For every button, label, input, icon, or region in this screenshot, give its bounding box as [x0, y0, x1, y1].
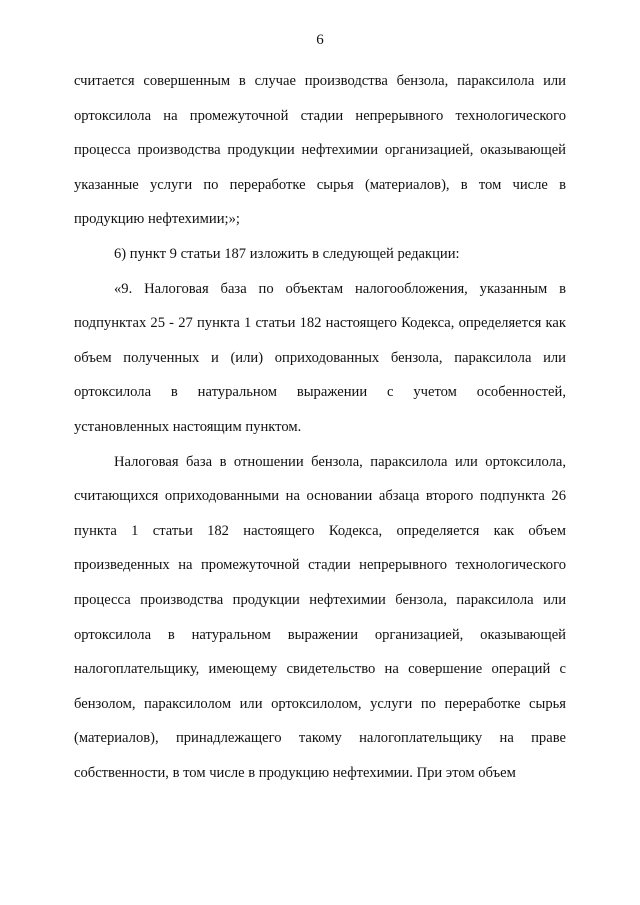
page-number: 6 — [316, 32, 324, 48]
paragraph-tax-base: Налоговая база в отношении бензола, параксилола или ортоксилола, считающихся оприходованными на основании абзаца второго подпункта 26 пункта 1 статьи 182 настоящего Кодекса, определяется как объем произведенных на промежуточной стадии непрерывного технологического процесса производства продукции нефтехимии бензола, параксилола или ортоксилола в натуральном выражении организацией, оказывающей налогоплательщику, имеющему свидетельство на совершение операций с бензолом, параксилолом или ортоксилолом, услуги по переработке сырья (материалов), принадлежащего такому налогоплательщику на праве собственности, в том числе в продукцию нефтехимии. При этом объем — [74, 453, 566, 781]
paragraph-article-clause: «9. Налоговая база по объектам налогообложения, указанным в подпунктах 25 - 27 пункта 1 статьи 182 настоящего Кодекса, определяется как объем полученных и (или) оприходованных бензола, параксилола или ортоксилола в натуральном выражении с учетом особенностей, установленных настоящим пунктом. — [74, 280, 566, 435]
paragraph-amendment-item: 6) пункт 9 статьи 187 изложить в следующей редакции: — [114, 245, 460, 262]
paragraph-continuation: считается совершенным в случае производства бензола, параксилола или ортоксилола на промежуточной стадии непрерывного технологического процесса производства продукции нефтехимии организацией, оказывающей указанные услуги по переработке сырья (материалов), в том числе в продукцию нефтехимии;»; — [74, 73, 566, 228]
document-body — [74, 64, 566, 790]
